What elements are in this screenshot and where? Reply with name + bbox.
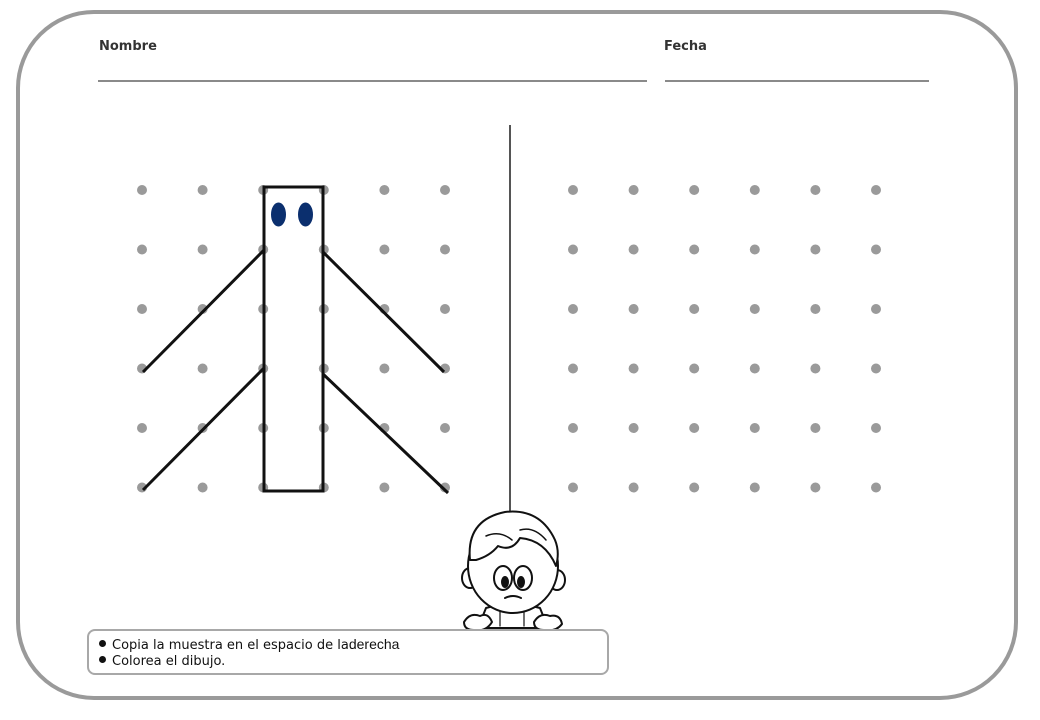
- copy-grid-dot[interactable]: [750, 245, 760, 255]
- copy-grid-dot[interactable]: [689, 304, 699, 314]
- copy-grid-dot[interactable]: [568, 245, 578, 255]
- bullet-icon: [99, 656, 106, 663]
- figure-body: [264, 187, 323, 491]
- sample-grid-dot: [198, 245, 208, 255]
- sample-grid-dot: [379, 364, 389, 374]
- copy-grid-dot[interactable]: [810, 185, 820, 195]
- instruction-text: Copia la muestra en el espacio de la: [112, 638, 349, 653]
- figure-upper-left-arm: [143, 250, 264, 372]
- copy-grid-dot[interactable]: [871, 304, 881, 314]
- copy-grid-dot[interactable]: [871, 185, 881, 195]
- bullet-icon: [99, 640, 106, 647]
- copy-grid-dot[interactable]: [750, 364, 760, 374]
- sample-grid-dot: [440, 245, 450, 255]
- copy-grid-dot[interactable]: [871, 245, 881, 255]
- copy-grid-dot[interactable]: [750, 423, 760, 433]
- copy-grid-dot[interactable]: [871, 483, 881, 493]
- instruction-handwritten-word: derecha: [348, 636, 400, 652]
- cartoon-boy-icon: [462, 512, 565, 631]
- sample-grid-dot: [198, 185, 208, 195]
- instruction-text: Colorea el dibujo.: [112, 654, 226, 669]
- copy-grid-dot[interactable]: [689, 185, 699, 195]
- copy-grid-dot[interactable]: [629, 185, 639, 195]
- copy-grid-dot[interactable]: [810, 304, 820, 314]
- copy-grid-dot[interactable]: [568, 185, 578, 195]
- copy-grid-dot[interactable]: [629, 245, 639, 255]
- copy-grid-dot[interactable]: [810, 364, 820, 374]
- copy-grid-dot[interactable]: [689, 364, 699, 374]
- instruction-item: [99, 654, 225, 669]
- copy-grid-dot[interactable]: [810, 483, 820, 493]
- copy-grid-dot[interactable]: [810, 423, 820, 433]
- figure-lower-left-arm: [143, 368, 264, 490]
- date-label: Fecha: [664, 39, 707, 54]
- sample-grid-dot: [137, 304, 147, 314]
- copy-grid-dot[interactable]: [810, 245, 820, 255]
- sample-grid-dot: [379, 185, 389, 195]
- copy-grid-dot[interactable]: [568, 304, 578, 314]
- sample-grid-dot: [440, 304, 450, 314]
- sample-grid-dot: [440, 423, 450, 433]
- figure-right-eye: [298, 203, 313, 227]
- copy-grid-dot[interactable]: [568, 483, 578, 493]
- copy-grid-dot[interactable]: [750, 304, 760, 314]
- copy-grid-dot[interactable]: [750, 185, 760, 195]
- sample-grid-dot: [379, 483, 389, 493]
- copy-dot-grid[interactable]: [568, 185, 881, 493]
- sample-grid-dot: [137, 423, 147, 433]
- figure-left-eye: [271, 203, 286, 227]
- copy-grid-dot[interactable]: [689, 483, 699, 493]
- figure-lower-right-arm: [323, 374, 448, 493]
- instructions-box: [87, 629, 609, 675]
- sample-grid-dot: [440, 185, 450, 195]
- figure-upper-right-arm: [323, 252, 444, 372]
- copy-grid-dot[interactable]: [629, 423, 639, 433]
- copy-grid-dot[interactable]: [689, 245, 699, 255]
- sample-grid-dot: [137, 185, 147, 195]
- copy-grid-dot[interactable]: [871, 364, 881, 374]
- sample-figure: [143, 187, 448, 493]
- copy-grid-dot[interactable]: [568, 364, 578, 374]
- copy-grid-dot[interactable]: [629, 483, 639, 493]
- instruction-item: [99, 636, 399, 653]
- sample-dot-grid: [137, 185, 450, 493]
- sample-grid-dot: [137, 245, 147, 255]
- name-label: Nombre: [99, 39, 157, 54]
- copy-grid-dot[interactable]: [629, 364, 639, 374]
- sample-grid-dot: [198, 483, 208, 493]
- sample-grid-dot: [198, 364, 208, 374]
- copy-grid-dot[interactable]: [750, 483, 760, 493]
- copy-grid-dot[interactable]: [629, 304, 639, 314]
- copy-grid-dot[interactable]: [871, 423, 881, 433]
- copy-grid-dot[interactable]: [568, 423, 578, 433]
- copy-grid-dot[interactable]: [689, 423, 699, 433]
- sample-grid-dot: [379, 245, 389, 255]
